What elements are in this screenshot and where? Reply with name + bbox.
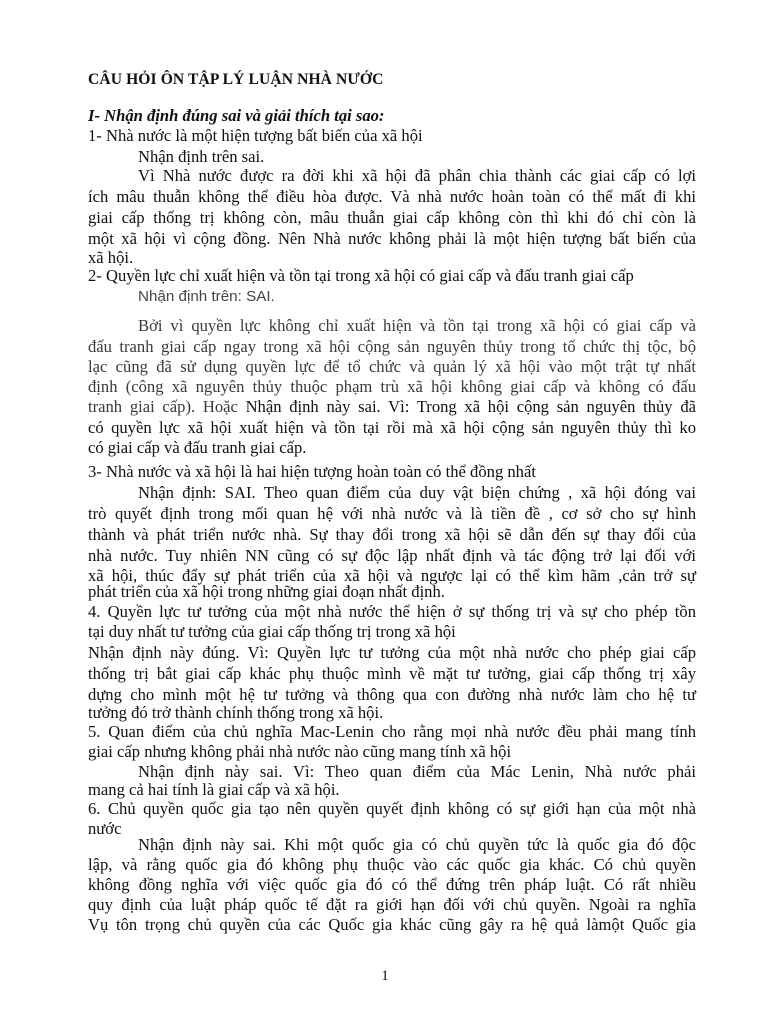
question-6-answer-line: Nhận định này sai. Khi một quốc gia có chủ quyền tức là quốc gia đó độc [138, 835, 696, 854]
question-2-answer-line: có giai cấp và đấu tranh giai cấp. [88, 438, 307, 457]
page-number: 1 [381, 968, 389, 984]
question-6-title: 6. Chủ quyền quốc gia tạo nên quyền quyết định không có sự giới hạn của một nhà [88, 799, 696, 818]
section-heading: I- Nhận định đúng sai và giải thích tại sao: [88, 106, 385, 125]
question-3-answer-line: trò quyết định trong mối quan hệ với nhà nước và là tiền đề , cơ sở cho sự hình [88, 504, 696, 523]
question-6-answer-line: lập, và rằng quốc gia đó không phụ thuộc vào các quốc gia khác. Có chủ quyền [88, 855, 696, 874]
question-3-answer-line: thành và phát triển nước nhà. Sự thay đổi trong xã hội sẽ dẫn đến sự thay đổi của [88, 525, 696, 544]
question-4-title: tại duy nhất tư tưởng của giai cấp thống trị trong xã hội [88, 622, 456, 641]
question-5-answer-line: Nhận định này sai. Vì: Theo quan điểm của Mác Lenin, Nhà nước phải [138, 762, 696, 781]
question-2-verdict: Nhận định trên: SAI. [138, 288, 275, 305]
question-2-answer-line: định (công xã nguyên thủy thuộc phạm trù xã hội không giai cấp và không có đấu [88, 377, 696, 396]
question-4-title: 4. Quyền lực tư tưởng của một nhà nước thể hiện ở sự thống trị và sự cho phép tồn [88, 602, 696, 621]
question-2-answer-fragment: Nhận định này sai. Vì: Trong xã hội cộng sản nguyên thủy đã [245, 397, 696, 416]
question-2-answer-line: có quyền lực xã hội xuất hiện và tồn tại rồi mà xã hội cộng sản nguyên thủy thì ko [88, 418, 696, 437]
question-1-verdict: Nhận định trên sai. [138, 147, 265, 166]
question-5-title: 5. Quan điểm của chủ nghĩa Mac-Lenin cho rằng mọi nhà nước đều phải mang tính [88, 722, 696, 741]
question-4-answer-line: dựng cho mình một hệ tư tưởng và thông qua con đường nhà nước làm cho hệ tư [88, 685, 696, 704]
question-2-answer-line: lạc cũng đã sử dụng quyền lực để tổ chức và quản lý xã hội vào một trật tự nhất [88, 357, 696, 376]
question-4-answer-line: tưởng đó trở thành chính thống trong xã hội. [88, 703, 384, 722]
question-1-answer-line: Vì Nhà nước được ra đời khi xã hội đã phân chia thành các giai cấp có lợi [138, 166, 696, 185]
question-5-answer-line: mang cả hai tính là giai cấp và xã hội. [88, 780, 340, 799]
question-3-answer-line: Nhận định: SAI. Theo quan điểm của duy vật biện chứng , xã hội đóng vai [138, 483, 696, 502]
question-4-answer-line: thống trị bắt giai cấp khác phụ thuộc mình về mặt tư tưởng, giai cấp thống trị xây [88, 664, 696, 683]
question-6-title: nước [88, 819, 122, 838]
document-title: CÂU HỎI ÔN TẬP LÝ LUẬN NHÀ NƯỚC [88, 71, 384, 88]
question-1-title: 1- Nhà nước là một hiện tượng bất biến của xã hội [88, 126, 423, 145]
question-2-answer-line: Bởi vì quyền lực không chỉ xuất hiện và tồn tại trong xã hội có giai cấp và [138, 316, 696, 335]
question-3-answer-line: xã hội, thúc đẩy sự phát triển của xã hội và ngược lại có thể kìm hãm ,cản trở sự [88, 566, 696, 585]
question-3-answer-line: phát triển của xã hội trong những giai đoạn nhất định. [88, 582, 445, 601]
question-6-answer-line: quy định của luật pháp quốc tế đặt ra giới hạn đối với chủ quyền. Ngoài ra nghĩa [88, 895, 696, 914]
question-1-answer-line: một xã hội vì cộng đồng. Nên Nhà nước không phải là một hiện tượng bất biến của [88, 229, 696, 248]
question-2-answer-fragment: tranh giai cấp). Hoặc [88, 397, 246, 416]
question-2-answer-line: đấu tranh giai cấp ngay trong xã hội cộng sản nguyên thủy trong tổ chức thị tộc, bộ [88, 337, 696, 356]
question-3-answer-line: nhà nước. Tuy nhiên NN cũng có sự độc lập nhất định và tác động trở lại đối với [88, 546, 696, 565]
question-3-title: 3- Nhà nước và xã hội là hai hiện tượng hoàn toàn có thể đồng nhất [88, 462, 536, 481]
question-5-title: giai cấp nhưng không phải nhà nước nào cũng mang tính xã hội [88, 742, 512, 761]
question-2-answer-line [88, 397, 696, 418]
question-4-answer-line: Nhận định này đúng. Vì: Quyền lực tư tưởng của một nhà nước cho phép giai cấp [88, 643, 696, 662]
question-1-answer-line: xã hội. [88, 248, 134, 267]
question-1-answer-line: giai cấp thống trị không còn, mâu thuẫn giai cấp không còn thì khi đó chỉ còn là [88, 208, 696, 227]
question-6-answer-line: không đồng nghĩa với việc quốc gia đó có thể đứng trên pháp luật. Có rất nhiều [88, 875, 696, 894]
question-6-answer-line: Vụ tôn trọng chủ quyền của các Quốc gia khác cũng gây ra hệ quả làmột Quốc gia [88, 915, 696, 934]
question-2-title: 2- Quyền lực chỉ xuất hiện và tồn tại trong xã hội có giai cấp và đấu tranh giai cấp [88, 266, 634, 285]
question-1-answer-line: ích mâu thuẫn không thể điều hòa được. Và nhà nước hoàn toàn có thể mất đi khi [88, 187, 696, 206]
